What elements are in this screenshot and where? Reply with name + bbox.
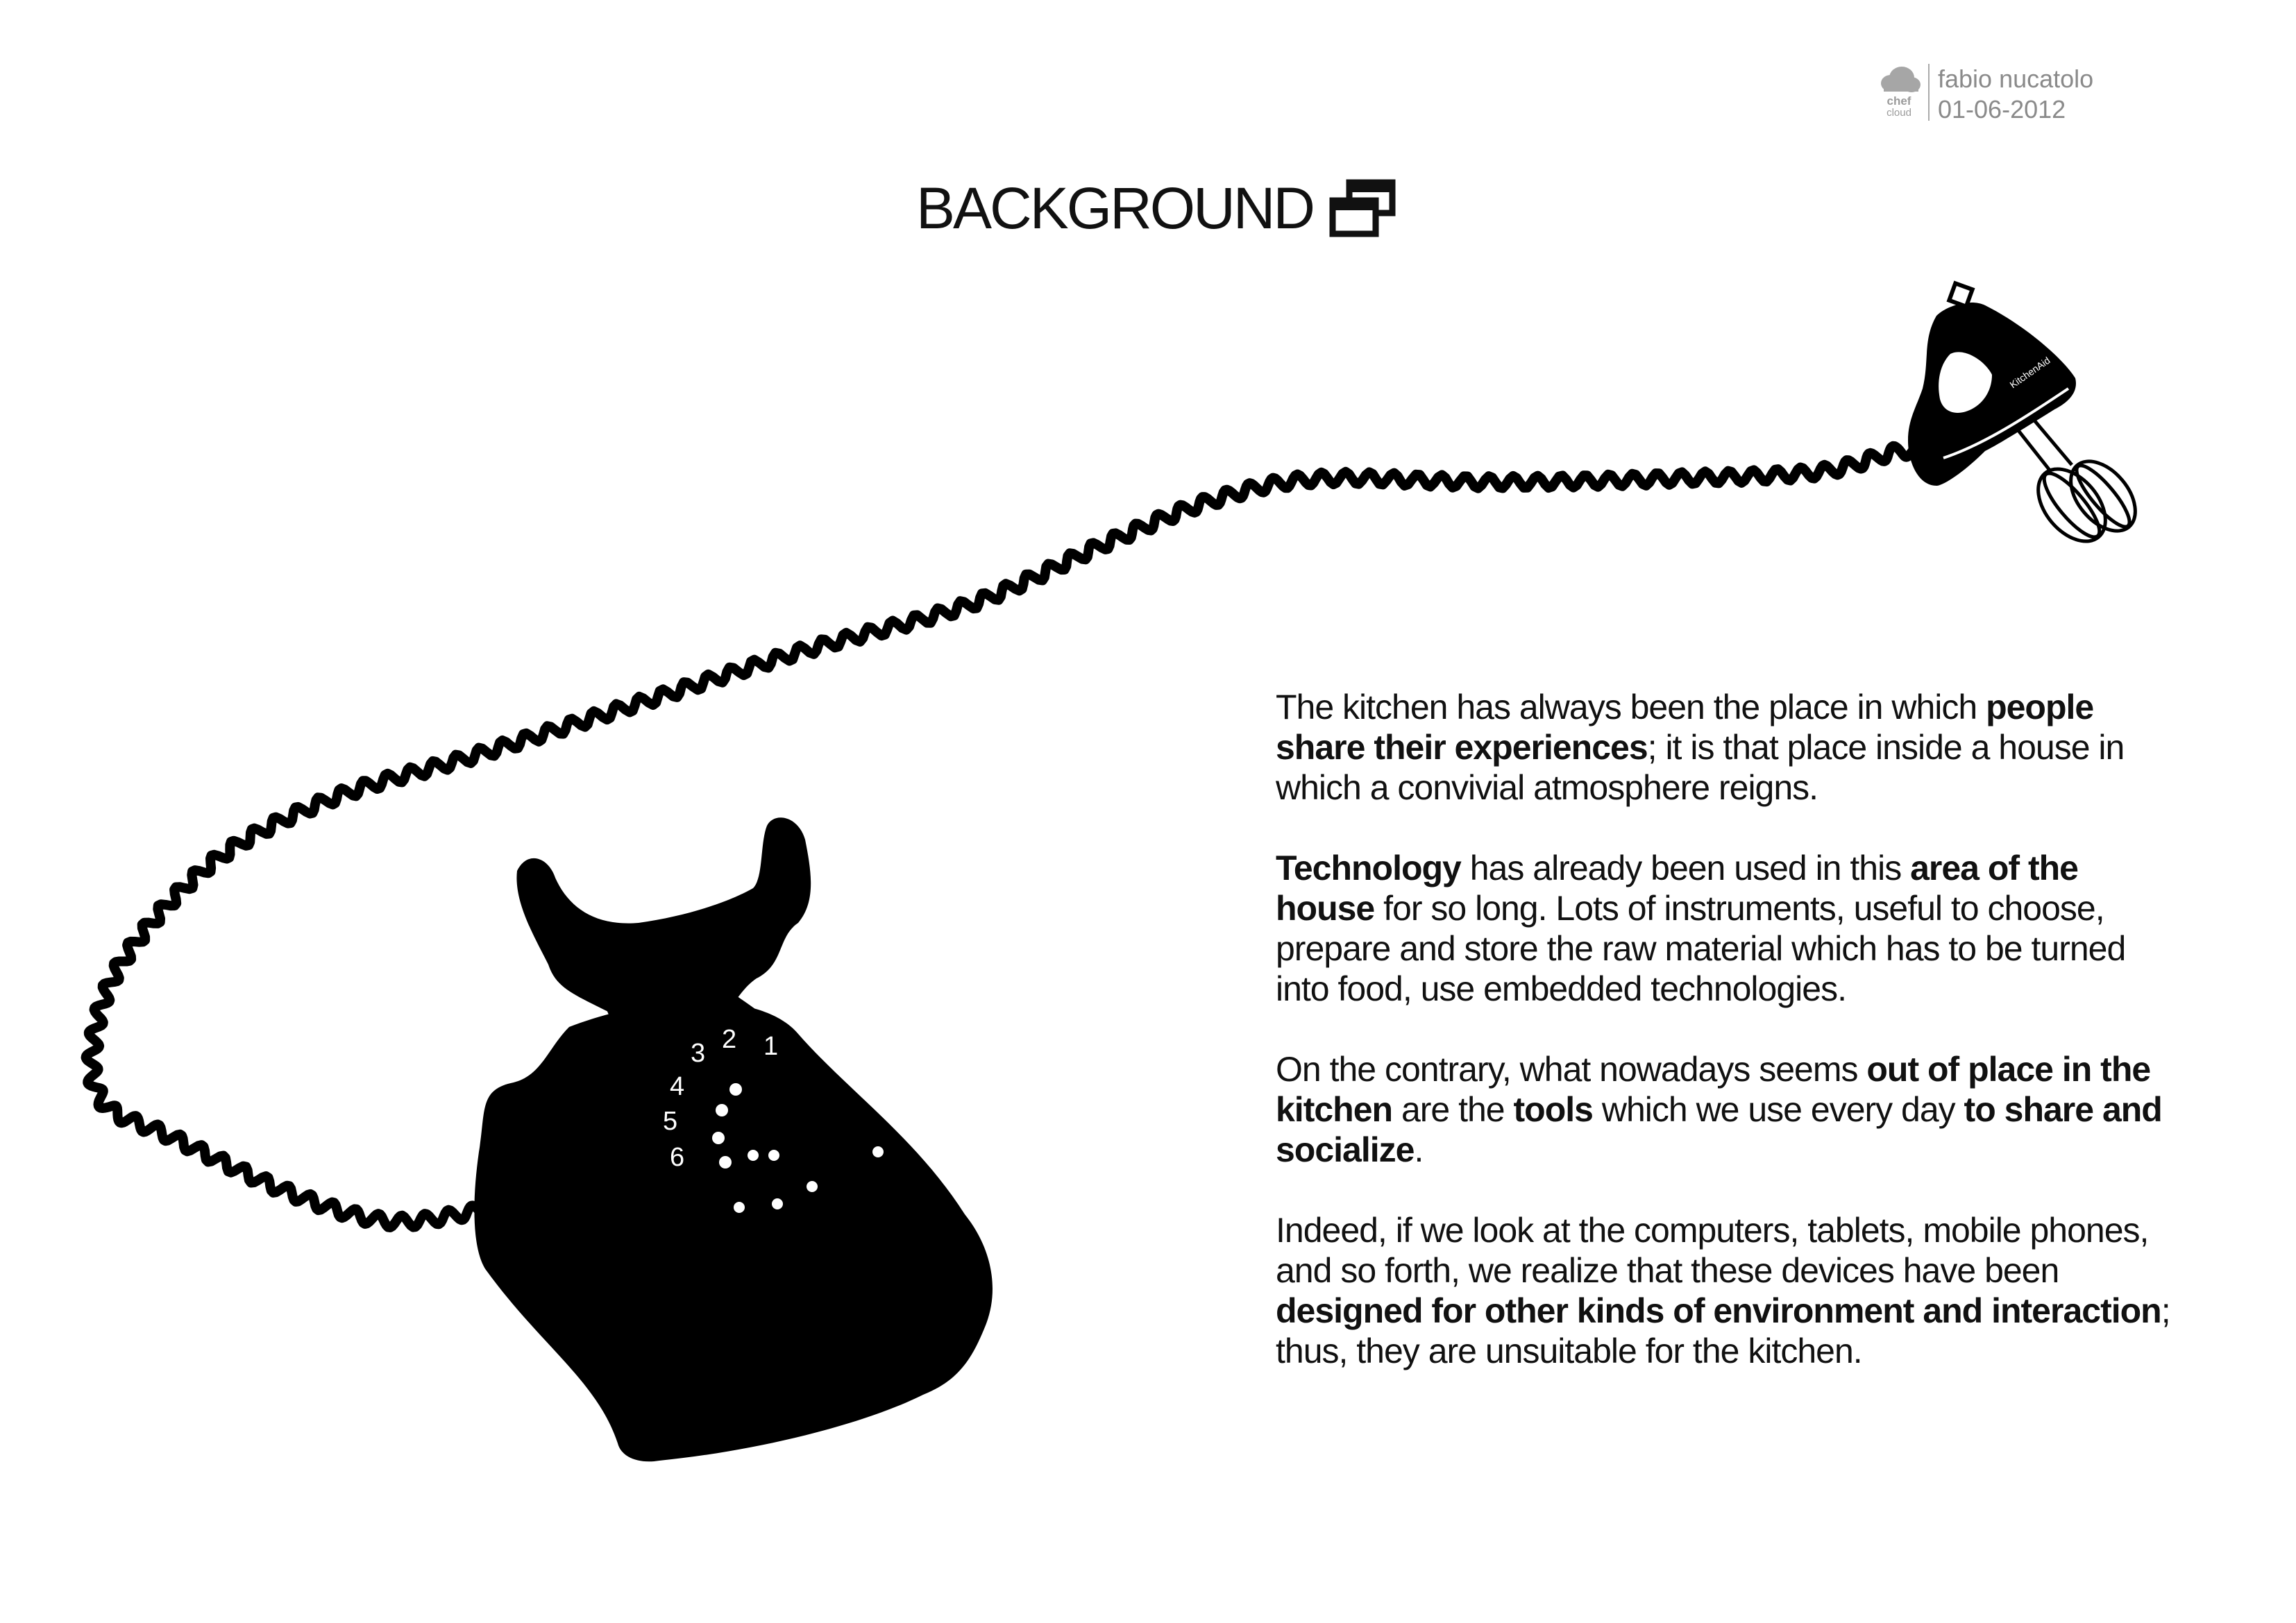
paragraph-3 xyxy=(1276,1049,2178,1170)
emphasis-text: designed for other kinds of environment and interaction xyxy=(1276,1291,2161,1330)
hand-mixer-illustration xyxy=(1908,283,2148,554)
text-run: . xyxy=(1414,1130,1424,1169)
paragraph-1 xyxy=(1276,687,2178,808)
text-run: are the xyxy=(1392,1090,1514,1129)
telephone-silhouette xyxy=(474,817,993,1461)
paragraph-4 xyxy=(1276,1210,2178,1371)
dial-digit: 3 xyxy=(691,1039,706,1068)
logo-word: chef xyxy=(1886,94,1911,108)
text-run: has already been used in this xyxy=(1460,849,1911,887)
text-run: The kitchen has always been the place in which xyxy=(1276,688,1986,726)
text-run: ; it is that place inside a house in which a convivial atmosphere reigns. xyxy=(1276,728,2125,807)
emphasis-text: Technology xyxy=(1276,849,1461,887)
page-title: BACKGROUND xyxy=(916,176,1314,241)
emphasis-text: area of the house xyxy=(1276,849,2078,928)
text-run: ; thus, they are unsuitable for the kitchen. xyxy=(1276,1291,2170,1370)
dial-digit: 4 xyxy=(670,1072,685,1101)
dial-digit: 6 xyxy=(670,1143,685,1172)
dial-digit: 1 xyxy=(763,1032,779,1061)
emphasis-text: to share and socialize xyxy=(1276,1090,2162,1169)
dial-digit: 5 xyxy=(663,1107,678,1136)
logo-sub: cloud xyxy=(1886,107,1911,119)
text-run: On the contrary, what nowadays seems xyxy=(1276,1050,1867,1089)
emphasis-text: out of place in the kitchen xyxy=(1276,1050,2151,1129)
emphasis-text: tools xyxy=(1513,1090,1593,1129)
text-run: for so long. Lots of instruments, useful to choose, prepare and store the raw material which has to be turned into food, use embedded technologies. xyxy=(1276,889,2126,1008)
author-name: fabio nucatolo xyxy=(1938,65,2094,93)
paragraph-2 xyxy=(1276,848,2178,1009)
body-text xyxy=(1276,687,2178,1411)
text-run: Indeed, if we look at the computers, tablets, mobile phones, and so forth, we realize that these devices have been xyxy=(1276,1211,2149,1290)
document-date: 01-06-2012 xyxy=(1938,95,2066,124)
text-run: which we use every day xyxy=(1592,1090,1964,1129)
mixer-brand: KitchenAid xyxy=(2007,354,2052,391)
dial-digit: 2 xyxy=(722,1025,737,1054)
emphasis-text: people share their experiences xyxy=(1276,688,2094,767)
